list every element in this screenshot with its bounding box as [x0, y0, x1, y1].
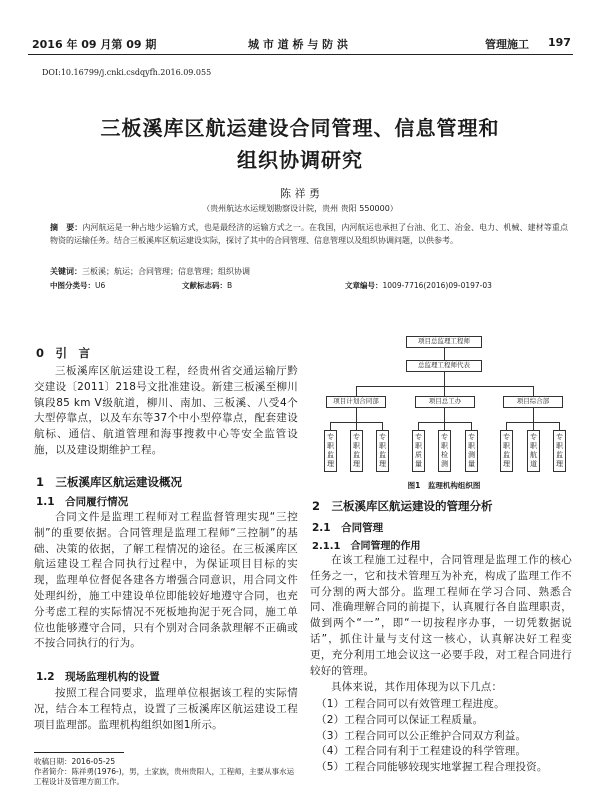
abstract [50, 222, 568, 247]
section-1-2-heading: 1.2 现场监理机构的设置 [36, 671, 160, 683]
org-leaf: 专职航道 [527, 430, 540, 472]
footnote-received: 收稿日期：2016-05-25 [34, 757, 116, 766]
list-item: （2）工程合同可以保证工程质量。 [316, 713, 484, 726]
org-leaf: 专职监理 [500, 430, 513, 472]
footnote [34, 757, 298, 787]
author: 陈 祥 勇 [280, 187, 320, 200]
header-rule [28, 54, 573, 55]
doi: DOI:10.16799/j.cnki.csdqyfh.2016.09.055 [42, 68, 212, 77]
article-number [345, 280, 492, 291]
section-1-heading: 1 三板溪库区航运建设概况 [36, 475, 183, 489]
section-2-1-1-intro: 具体来说，其作用体现为以下几点： [331, 681, 503, 693]
clc-label: 中图分类号： [50, 281, 95, 290]
clc-value: U6 [95, 281, 106, 290]
article-number-value: 1009-7716(2016)09-0197-03 [382, 281, 492, 290]
section-2-heading: 2 三板溪库区航运建设的管理分析 [312, 499, 493, 513]
org-leaf: 专职监理 [324, 430, 337, 472]
org-chief-supervisor: 项目总监理工程师 [406, 336, 482, 348]
list-item: （3）工程合同可以公正维护合同双方利益。 [316, 729, 527, 742]
section-1-1-heading: 1.1 合同履行情况 [36, 496, 129, 508]
org-chart [318, 330, 570, 508]
org-leaf: 专职监理 [553, 430, 566, 472]
issue-label: 2016 年 09 月第 09 期 [32, 38, 157, 51]
keywords-label: 关键词： [50, 267, 82, 276]
journal-column: 城 市 道 桥 与 防 洪 [248, 38, 348, 51]
org-leaf: 专职监理 [350, 430, 363, 472]
abstract-label: 摘 要： [50, 223, 83, 232]
keywords [50, 266, 250, 277]
abstract-text: 内河航运是一种占地少运输方式，也是最经济的运输方式之一。在我国，内河航运也承担了台油、化工、冶金、电力、机械、建材等重点物资的运输任务。结合三板溪库区航运建设实际，探讨了其中的合同管理、信息管理以及组织协调问题，以供参考。 [50, 223, 569, 245]
section-2-1-1-heading: 2.1.1 合同管理的作用 [312, 541, 421, 552]
doc-code-label: 文献标志码： [182, 281, 227, 290]
org-dept-engineering: 项目总工办 [415, 396, 475, 408]
org-leaf: 专职监理 [376, 430, 389, 472]
footnote-rule [34, 752, 124, 753]
org-deputy-supervisor: 总监理工程师代表 [406, 360, 482, 372]
section-1-1-paragraph: 合同文件是监理工程师对工程监督管理实现“三控制”的重要依据。合同管理是监理工程师“三控制”的基础、决策的依据，了解工程情况的途径。在三板溪库区航运建设工程合同执行过程中，为保证项目目标的实现，监理单位督促各建各方增强合同意识，用合同文件处理纠纷，施工中建设单位即能较好地遵守合同，也充分考虑工程的实际情况不死板地拘泥于死合同，施工单位也能够遵守合同，只有个别对合同条款理解不正确或不按合同执行的行为。 [34, 511, 298, 650]
list-item: （4）工程合同有利于工程建设的科学管理。 [316, 745, 527, 758]
affiliation: （贵州航达水运规划勘察设计院，贵州 贵阳 550000） [202, 204, 398, 213]
page-number: 197 [548, 36, 571, 49]
article-title-line1: 三板溪库区航运建设合同管理、信息管理和 [100, 116, 500, 140]
org-leaf: 专职测量 [465, 430, 478, 472]
section-2-1-1-paragraph: 在该工程施工过程中，合同管理是监理工作的核心任务之一，它和技术管理互为补充，构成了监理工作不可分割的两大部分。监理工程师在学习合同、熟悉合同、准确理解合同的前提下，认真履行各自监理职责，做到两个“一”，即“一切按程序办事，一切凭数据说话”，抓住计量与支付这一核心，认真解决好工程变更，充分利用工地会议这一必要手段，对工程合同进行较好的管理。 [310, 554, 572, 677]
doc-code-value: B [227, 281, 233, 290]
section-label: 管理施工 [485, 38, 529, 51]
org-leaf: 专职质量 [412, 430, 425, 472]
org-dept-general: 项目综合部 [503, 396, 563, 408]
org-dept-contract: 项目计划合同部 [326, 396, 386, 408]
footnote-author: 作者简介：陈祥勇(1976-)，男，土家族，贵州贵阳人，工程师，主要从事水运工程设计及管理方面工作。 [34, 767, 295, 786]
list-item: （5）工程合同能够较现实地掌握工程合理投资。 [316, 761, 548, 774]
section-0-paragraph: 三板溪库区航运建设工程，经贵州省交通运输厅黔交建设〔2011〕218号文批准建设。新建三板溪至柳川镇段85 km V级航道，柳川、南加、三板溪、八受4个大型停靠点，以及车东等37个中小型停靠点，配套建设航标、通信、航道管理和海事搜救中心等安全监管设施，以及建设期维护工程。 [34, 365, 298, 456]
section-1-2-paragraph: 按照工程合同要求，监理单位根据该工程的实际情况，结合本工程特点，设置了三板溪库区航运建设工程项目监理部。监理机构组织如图1所示。 [34, 687, 298, 731]
role-list [316, 697, 572, 776]
list-item: （1）工程合同可以有效管理工程进度。 [316, 698, 505, 710]
keywords-text: 三板溪；航运；合同管理；信息管理；组织协调 [82, 267, 250, 276]
org-leaf: 专职检测 [438, 430, 451, 472]
doc-code [182, 280, 232, 291]
article-number-label: 文章编号： [345, 281, 383, 290]
article-title-line2: 组织协调研究 [237, 148, 363, 172]
figure-caption: 图1 监理机构组织图 [407, 481, 481, 490]
section-2-1-heading: 2.1 合同管理 [312, 522, 384, 534]
section-0-heading: 0 引 言 [36, 346, 91, 360]
clc [50, 280, 105, 291]
